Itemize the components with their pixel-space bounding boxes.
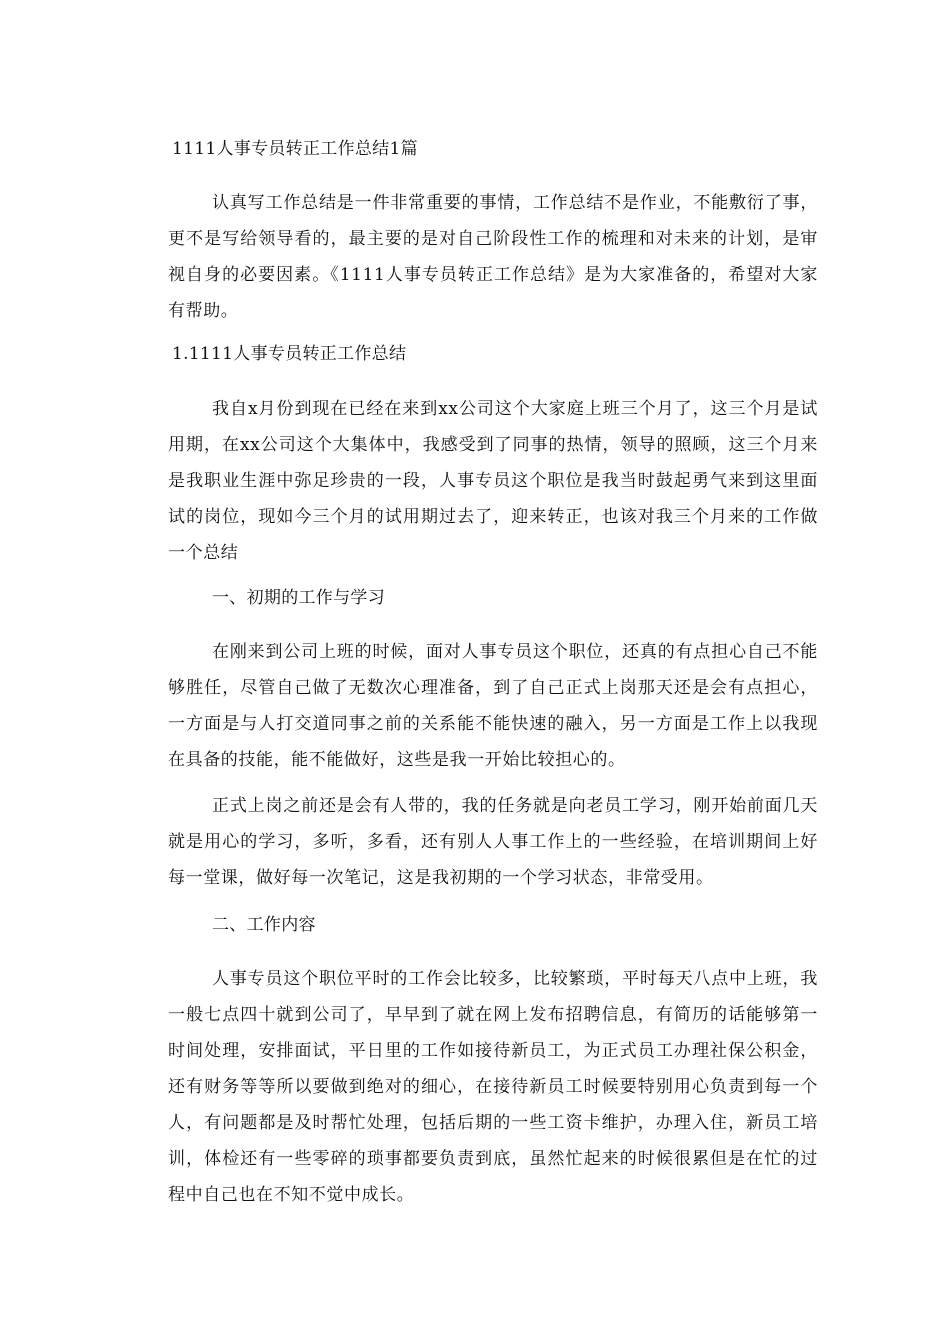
document-title: 1111人事专员转正工作总结1篇 xyxy=(172,139,418,159)
paragraph-1: 我自x月份到现在已经在来到xx公司这个大家庭上班三个月了，这三个月是试用期，在xx公司这个大集体中，我感受到了同事的热情，领导的照顾，这三个月来是我职业生涯中弥足珍贵的一段，人事专员这个职位是我当时鼓起勇气来到这里面试的岗位，现如今三个月的试用期过去了，迎来转正，也该对我三个月来的工作做一个总结 xyxy=(168,399,818,563)
paragraph-3: 正式上岗之前还是会有人带的，我的任务就是向老员工学习，刚开始前面几天就是用心的学习，多听，多看，还有别人人事工作上的一些经验，在培训期间上好每一堂课，做好每一次笔记，这是我初期的一个学习状态，非常受用。 xyxy=(168,796,818,888)
heading-work-content: 二、工作内容 xyxy=(212,915,316,935)
intro-paragraph: 认真写工作总结是一件非常重要的事情，工作总结不是作业，不能敷衍了事，更不是写给领导看的，最主要的是对自己阶段性工作的梳理和对未来的计划，是审视自身的必要因素。《1111人事专员转正工作总结》是为大家准备的，希望对大家有帮助。 xyxy=(168,193,818,321)
paragraph-2: 在刚来到公司上班的时候，面对人事专员这个职位，还真的有点担心自己不能够胜任，尽管自己做了无数次心理准备，到了自己正式上岗那天还是会有点担心，一方面是与人打交道同事之前的关系能不能快速的融入，另一方面是工作上以我现在具备的技能，能不能做好，这些是我一开始比较担心的。 xyxy=(168,642,818,770)
paragraph-4: 人事专员这个职位平时的工作会比较多，比较繁琐，平时每天八点中上班，我一般七点四十就到公司了，早早到了就在网上发布招聘信息，有简历的话能够第一时间处理，安排面试，平日里的工作如接待新员工，为正式员工办理社保公积金，还有财务等等所以要做到绝对的细心，在接待新员工时候要特别用心负责到每一个人，有问题都是及时帮忙处理，包括后期的一些工资卡维护，办理入住，新员工培训，体检还有一些零碎的琐事都要负责到底，虽然忙起来的时候很累但是在忙的过程中自己也在不知不觉中成长。 xyxy=(168,969,818,1205)
heading-initial-work: 一、初期的工作与学习 xyxy=(212,588,385,608)
section-title: 1.1111人事专员转正工作总结 xyxy=(172,344,407,364)
